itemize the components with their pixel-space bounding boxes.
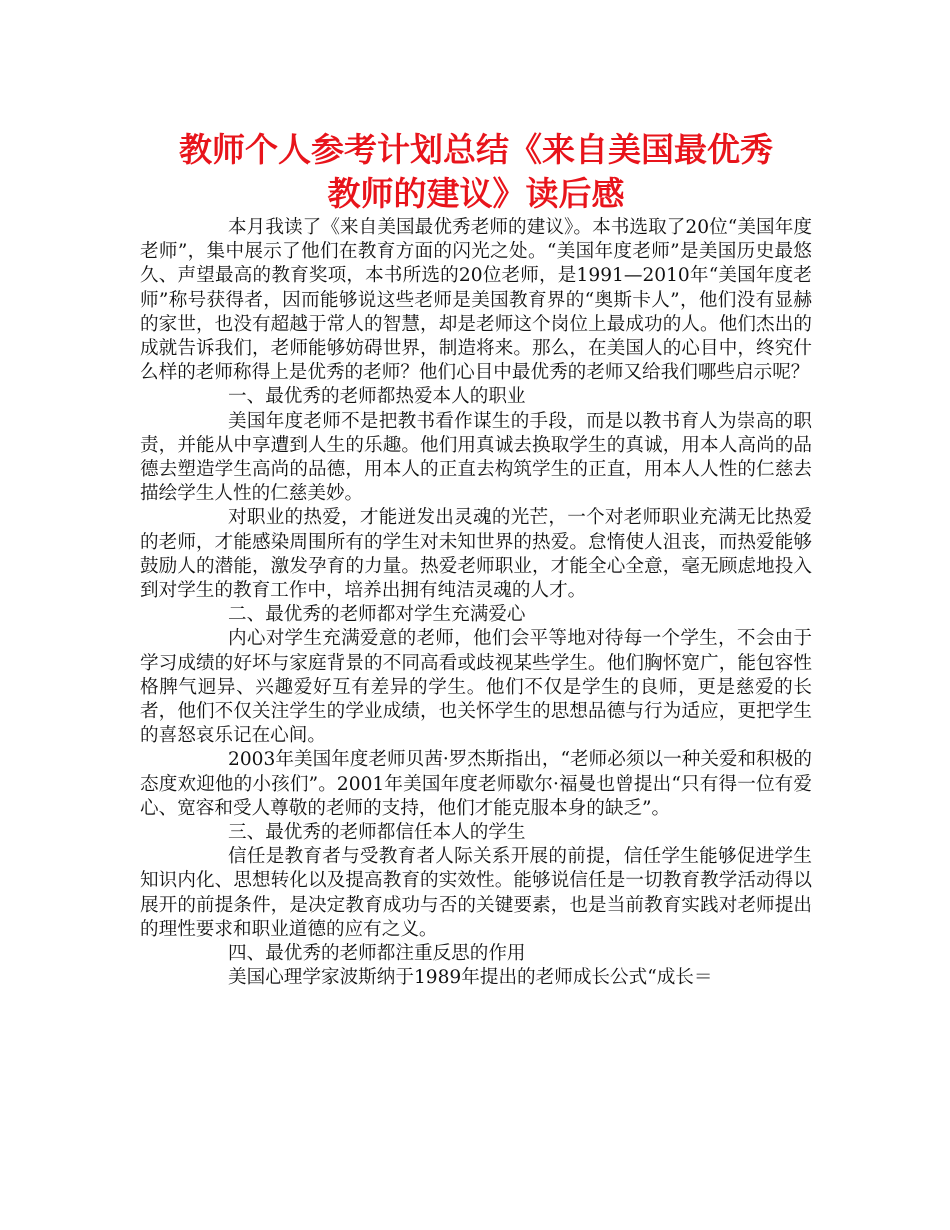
paragraph: 2003年美国年度老师贝茜·罗杰斯指出，“老师必须以一种关爱和积极的态度欢迎他的小孩们”。2001年美国年度老师歇尔·福曼也曾提出“只有得一位有爱心、宽容和受人尊敬的老师的支持，他们才能克服本身的缺乏”。 [140,749,812,819]
section-heading-4: 四、最优秀的老师都注重反思的作用 [228,943,526,965]
section-heading-2: 二、最优秀的老师都对学生充满爱心 [228,604,526,626]
paragraph: 对职业的热爱，才能迸发出灵魂的光芒，一个对老师职业充满无比热爱的老师，才能感染周围所有的学生对未知世界的热爱。怠惰使人沮丧，而热爱能够鼓励人的潜能，激发孕育的力量。热爱老师职业，才能全心全意，毫无顾虑地投入到对学生的教育工作中，培养出拥有纯洁灵魂的人才。 [140,507,812,602]
paragraph: 美国心理学家波斯纳于1989年提出的老师成长公式“成长＝ [228,967,713,989]
document-title [140,128,812,216]
document-page [140,128,812,991]
title-line-2: 教师的建议》读后感 [327,174,625,213]
paragraph: 内心对学生充满爱意的老师，他们会平等地对待每一个学生，不会由于学习成绩的好坏与家庭背景的不同高看或歧视某些学生。他们胸怀宽广，能包容性格脾气迥异、兴趣爱好互有差异的学生。他们不仅是学生的良师，更是慈爱的长者，他们不仅关注学生的学业成绩，也关怀学生的思想品德与行为适应，更把学生的喜怒哀乐记在心间。 [140,628,812,747]
section-heading-1: 一、最优秀的老师都热爱本人的职业 [228,386,526,408]
paragraph: 美国年度老师不是把教书看作谋生的手段，而是以教书育人为崇高的职责，并能从中享遭到人生的乐趣。他们用真诚去换取学生的真诚，用本人高尚的品德去塑造学生高尚的品德，用本人的正直去构筑学生的正直，用本人人性的仁慈去描绘学生人性的仁慈美妙。 [140,410,812,505]
paragraph: 信任是教育者与受教育者人际关系开展的前提，信任学生能够促进学生知识内化、思想转化以及提高教育的实效性。能够说信任是一切教育教学活动得以展开的前提条件，是决定教育成功与否的关键要素，也是当前教育实践对老师提出的理性要求和职业道德的应有之义。 [140,846,812,940]
title-line-1: 教师个人参考计划总结《来自美国最优秀 [179,130,773,169]
intro-paragraph: 本月我读了《来自美国最优秀老师的建议》。本书选取了20位“美国年度老师”，集中展示了他们在教育方面的闪光之处。“美国年度老师”是美国历史最悠久、声望最高的教育奖项，本书所选的20位老师，是1991—2010年“美国年度老师”称号获得者，因而能够说这些老师是美国教育界的“奥斯卡人”，他们没有显赫的家世，也没有超越于常人的智慧，却是老师这个岗位上最成功的人。他们杰出的成就告诉我们，老师能够妨碍世界，制造将来。那么，在美国人的心目中，终究什么样的老师称得上是优秀的老师？他们心目中最优秀的老师又给我们哪些启示呢？ [140,217,812,384]
section-heading-3: 三、最优秀的老师都信任本人的学生 [228,822,526,844]
document-body [140,216,812,991]
